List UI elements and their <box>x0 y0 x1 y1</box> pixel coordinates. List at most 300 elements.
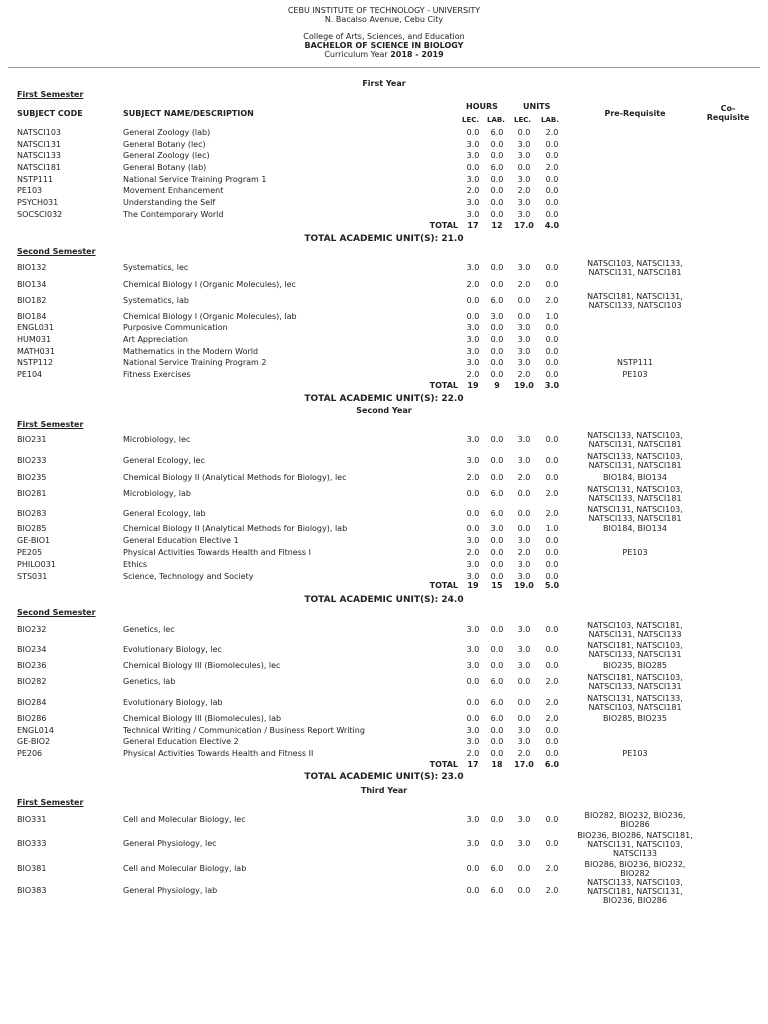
prerequisite: NATSCI181, NATSCI103, NATSCI133, NATSCI131 <box>587 641 683 659</box>
units-lec: 3.0 <box>517 263 531 272</box>
hours-lec: 2.0 <box>466 548 480 557</box>
subject-name: General Ecology, lec <box>123 456 205 465</box>
subject-name: General Education Elective 2 <box>123 737 239 746</box>
col-subject-code: SUBJECT CODE <box>17 109 83 118</box>
units-lab: 1.0 <box>545 524 559 533</box>
subject-name: Art Appreciation <box>123 335 188 344</box>
hours-lab: 6.0 <box>490 886 504 895</box>
hours-lec: 0.0 <box>466 489 480 498</box>
hours-lab: 6.0 <box>490 163 504 172</box>
subject-name: General Zoology (lec) <box>123 151 210 160</box>
units-lab: 2.0 <box>545 886 559 895</box>
units-lab: 2.0 <box>545 714 559 723</box>
prerequisite: NATSCI131, NATSCI133, NATSCI103, NATSCI181 <box>587 694 683 712</box>
prerequisite: NSTP111 <box>616 358 654 367</box>
hours-lab: 6.0 <box>490 714 504 723</box>
hours-lab: 6.0 <box>490 698 504 707</box>
hours-lec: 0.0 <box>466 698 480 707</box>
subject-code: GE-BIO1 <box>17 536 51 545</box>
subject-code: BIO232 <box>17 625 47 634</box>
subject-code: BIO331 <box>17 815 47 824</box>
units-lec: 3.0 <box>517 737 531 746</box>
subject-name: National Service Training Program 1 <box>123 175 267 184</box>
total-units-lec: 19.0 <box>514 381 534 390</box>
units-lec: 3.0 <box>517 645 531 654</box>
hours-lab: 6.0 <box>490 296 504 305</box>
col-units-lec: LEC. <box>514 116 532 124</box>
subject-code: PHILO031 <box>17 560 56 569</box>
hours-lec: 0.0 <box>466 163 480 172</box>
subject-name: Cell and Molecular Biology, lec <box>123 815 246 824</box>
hours-lab: 0.0 <box>490 347 504 356</box>
hours-lab: 0.0 <box>490 815 504 824</box>
subject-name: Cell and Molecular Biology, lab <box>123 864 247 873</box>
hours-lec: 0.0 <box>466 886 480 895</box>
subject-code: BIO134 <box>17 280 47 289</box>
hours-lec: 3.0 <box>466 572 480 581</box>
units-lec: 0.0 <box>517 886 531 895</box>
subject-name: Understanding the Self <box>123 198 216 207</box>
prerequisite: NATSCI131, NATSCI103, NATSCI133, NATSCI181 <box>587 485 683 503</box>
hours-lab: 0.0 <box>490 839 504 848</box>
hours-lec: 3.0 <box>466 661 480 670</box>
hours-lec: 2.0 <box>466 473 480 482</box>
hours-lec: 0.0 <box>466 864 480 873</box>
units-lec: 2.0 <box>517 473 531 482</box>
year-heading-third: Third Year <box>360 786 408 795</box>
hours-lec: 2.0 <box>466 749 480 758</box>
prerequisite: BIO286, BIO236, BIO232, BIO282 <box>584 860 686 878</box>
total-label: TOTAL <box>429 760 458 769</box>
prerequisite: BIO235, BIO285 <box>603 661 667 670</box>
total-hours-lec: 19 <box>467 381 479 390</box>
units-lab: 0.0 <box>545 435 559 444</box>
units-lec: 3.0 <box>517 625 531 634</box>
units-lab: 2.0 <box>545 864 559 873</box>
units-lab: 0.0 <box>545 323 559 332</box>
hours-lab: 0.0 <box>490 726 504 735</box>
hours-lab: 3.0 <box>490 312 504 321</box>
hours-lec: 3.0 <box>466 815 480 824</box>
semester-heading: First Semester <box>17 798 84 807</box>
subject-code: BIO231 <box>17 435 47 444</box>
units-lab: 0.0 <box>545 370 559 379</box>
col-units-lab: LAB. <box>541 116 559 124</box>
hours-lab: 0.0 <box>490 548 504 557</box>
hours-lec: 2.0 <box>466 280 480 289</box>
hours-lab: 0.0 <box>490 749 504 758</box>
units-lab: 2.0 <box>545 163 559 172</box>
hours-lec: 3.0 <box>466 839 480 848</box>
subject-code: NSTP111 <box>17 175 54 184</box>
hours-lab: 6.0 <box>490 489 504 498</box>
prerequisite: BIO236, BIO286, NATSCI181, NATSCI131, NATSCI103, NATSCI133 <box>577 830 693 858</box>
total-hours-lab: 15 <box>491 581 503 590</box>
hours-lab: 0.0 <box>490 280 504 289</box>
units-lec: 3.0 <box>517 661 531 670</box>
hours-lab: 0.0 <box>490 263 504 272</box>
subject-name: Chemical Biology I (Organic Molecules), lec <box>123 280 296 289</box>
col-hours-lec: LEC. <box>462 116 480 124</box>
total-hours-lab: 9 <box>494 381 500 390</box>
total-hours-lab: 12 <box>491 221 503 230</box>
hours-lec: 3.0 <box>466 536 480 545</box>
hours-lab: 3.0 <box>490 524 504 533</box>
semester-heading: First Semester <box>17 420 84 429</box>
subject-name: Microbiology, lec <box>123 435 191 444</box>
hours-lab: 0.0 <box>490 737 504 746</box>
subject-name: General Botany (lec) <box>123 140 206 149</box>
subject-code: GE-BIO2 <box>17 737 51 746</box>
subject-name: Purposive Communication <box>123 323 228 332</box>
subject-code: BIO184 <box>17 312 47 321</box>
curriculum-line <box>0 50 768 59</box>
units-lec: 3.0 <box>517 210 531 219</box>
academic-units-total: TOTAL ACADEMIC UNIT(S): 21.0 <box>304 234 464 244</box>
prerequisite: PE103 <box>622 749 648 758</box>
units-lec: 3.0 <box>517 435 531 444</box>
subject-code: PSYCH031 <box>17 198 59 207</box>
hours-lab: 0.0 <box>490 473 504 482</box>
subject-name: General Ecology, lab <box>123 509 206 518</box>
year-heading-first: First Year <box>362 79 406 88</box>
units-lec: 3.0 <box>517 347 531 356</box>
units-lab: 0.0 <box>545 749 559 758</box>
subject-name: Genetics, lab <box>123 677 176 686</box>
subject-code: MATH031 <box>17 347 55 356</box>
subject-name: Evolutionary Biology, lab <box>123 698 223 707</box>
hours-lab: 6.0 <box>490 509 504 518</box>
units-lec: 2.0 <box>517 370 531 379</box>
curriculum-label: Curriculum Year <box>324 50 388 59</box>
subject-code: BIO235 <box>17 473 47 482</box>
units-lec: 3.0 <box>517 335 531 344</box>
units-lab: 0.0 <box>545 815 559 824</box>
curriculum-year: 2018 - 2019 <box>390 50 444 59</box>
total-units-lab: 4.0 <box>544 221 560 230</box>
hours-lab: 0.0 <box>490 661 504 670</box>
units-lec: 0.0 <box>517 864 531 873</box>
hours-lec: 2.0 <box>466 186 480 195</box>
hours-lec: 0.0 <box>466 312 480 321</box>
academic-units-total: TOTAL ACADEMIC UNIT(S): 23.0 <box>304 772 464 782</box>
subject-name: National Service Training Program 2 <box>123 358 267 367</box>
subject-code: SOCSCI032 <box>17 210 63 219</box>
program-name: BACHELOR OF SCIENCE IN BIOLOGY <box>304 41 464 50</box>
total-hours-lab: 18 <box>491 760 503 769</box>
subject-code: PE205 <box>17 548 43 557</box>
hours-lec: 3.0 <box>466 645 480 654</box>
subject-name: Genetics, lec <box>123 625 175 634</box>
total-units-lec: 17.0 <box>514 221 534 230</box>
subject-name: Chemical Biology III (Biomolecules), lab <box>123 714 282 723</box>
col-hours: HOURS <box>466 102 498 111</box>
units-lec: 3.0 <box>517 456 531 465</box>
subject-name: General Zoology (lab) <box>123 128 211 137</box>
units-lec: 0.0 <box>517 312 531 321</box>
subject-code: NATSCI133 <box>17 151 62 160</box>
units-lab: 0.0 <box>545 737 559 746</box>
hours-lec: 2.0 <box>466 370 480 379</box>
units-lec: 0.0 <box>517 677 531 686</box>
institution-address: N. Bacalso Avenue, Cebu City <box>324 15 444 24</box>
prerequisite: PE103 <box>622 548 648 557</box>
hours-lec: 3.0 <box>466 335 480 344</box>
academic-units-total: TOTAL ACADEMIC UNIT(S): 24.0 <box>304 595 464 605</box>
total-units-lec: 17.0 <box>514 760 534 769</box>
prerequisite: NATSCI181, NATSCI131, NATSCI133, NATSCI103 <box>587 292 683 310</box>
subject-name: Fitness Exercises <box>123 370 191 379</box>
units-lec: 2.0 <box>517 186 531 195</box>
hours-lec: 3.0 <box>466 560 480 569</box>
prerequisite: NATSCI181, NATSCI103, NATSCI133, NATSCI131 <box>587 673 683 691</box>
units-lab: 0.0 <box>545 473 559 482</box>
units-lec: 0.0 <box>517 489 531 498</box>
hours-lec: 3.0 <box>466 358 480 367</box>
subject-code: BIO285 <box>17 524 47 533</box>
total-label: TOTAL <box>429 581 458 590</box>
units-lec: 3.0 <box>517 323 531 332</box>
hours-lab: 0.0 <box>490 435 504 444</box>
units-lec: 2.0 <box>517 749 531 758</box>
hours-lec: 0.0 <box>466 296 480 305</box>
subject-name: Chemical Biology II (Analytical Methods for Biology), lec <box>123 473 347 482</box>
hours-lec: 3.0 <box>466 210 480 219</box>
hours-lec: 3.0 <box>466 347 480 356</box>
units-lab: 0.0 <box>545 210 559 219</box>
subject-code: BIO182 <box>17 296 47 305</box>
units-lec: 0.0 <box>517 524 531 533</box>
subject-name: Chemical Biology II (Analytical Methods for Biology), lab <box>123 524 348 533</box>
hours-lec: 0.0 <box>466 128 480 137</box>
subject-code: PE104 <box>17 370 43 379</box>
subject-code: BIO234 <box>17 645 47 654</box>
subject-code: ENGL031 <box>17 323 54 332</box>
units-lec: 3.0 <box>517 198 531 207</box>
units-lec: 0.0 <box>517 163 531 172</box>
hours-lab: 6.0 <box>490 677 504 686</box>
col-prerequisite: Pre-Requisite <box>604 109 666 118</box>
subject-code: PE103 <box>17 186 43 195</box>
units-lec: 0.0 <box>517 509 531 518</box>
hours-lec: 3.0 <box>466 175 480 184</box>
units-lab: 2.0 <box>545 509 559 518</box>
subject-name: Physical Activities Towards Health and Fitness II <box>123 749 314 758</box>
hours-lab: 0.0 <box>490 335 504 344</box>
hours-lec: 3.0 <box>466 263 480 272</box>
hours-lab: 0.0 <box>490 358 504 367</box>
units-lec: 3.0 <box>517 536 531 545</box>
academic-units-total: TOTAL ACADEMIC UNIT(S): 22.0 <box>304 394 464 404</box>
units-lab: 0.0 <box>545 726 559 735</box>
hours-lab: 0.0 <box>490 536 504 545</box>
units-lab: 0.0 <box>545 645 559 654</box>
subject-name: Movement Enhancement <box>123 186 224 195</box>
semester-heading: Second Semester <box>17 247 96 256</box>
subject-name: General Education Elective 1 <box>123 536 239 545</box>
subject-name: Technical Writing / Communication / Business Report Writing <box>123 726 365 735</box>
total-units-lab: 5.0 <box>544 581 560 590</box>
subject-code: NATSCI131 <box>17 140 62 149</box>
subject-name: Systematics, lec <box>123 263 189 272</box>
institution-name: CEBU INSTITUTE OF TECHNOLOGY - UNIVERSITY <box>287 6 481 15</box>
prerequisite: PE103 <box>622 370 648 379</box>
units-lab: 0.0 <box>545 358 559 367</box>
prerequisite: NATSCI131, NATSCI103, NATSCI133, NATSCI181 <box>587 505 683 523</box>
hours-lec: 3.0 <box>466 151 480 160</box>
units-lec: 3.0 <box>517 572 531 581</box>
subject-code: BIO236 <box>17 661 47 670</box>
hours-lab: 0.0 <box>490 210 504 219</box>
hours-lab: 0.0 <box>490 560 504 569</box>
hours-lec: 3.0 <box>466 456 480 465</box>
hours-lab: 0.0 <box>490 456 504 465</box>
hours-lec: 0.0 <box>466 524 480 533</box>
col-hours-lab: LAB. <box>487 116 505 124</box>
total-hours-lec: 17 <box>467 221 479 230</box>
col-subject-name: SUBJECT NAME/DESCRIPTION <box>123 109 254 118</box>
subject-code: BIO282 <box>17 677 47 686</box>
units-lab: 2.0 <box>545 128 559 137</box>
hours-lec: 3.0 <box>466 625 480 634</box>
hours-lec: 3.0 <box>466 726 480 735</box>
hours-lab: 0.0 <box>490 645 504 654</box>
hours-lab: 0.0 <box>490 186 504 195</box>
subject-name: General Botany (lab) <box>123 163 207 172</box>
units-lab: 0.0 <box>545 335 559 344</box>
units-lab: 0.0 <box>545 151 559 160</box>
col-units: UNITS <box>523 102 551 111</box>
units-lab: 0.0 <box>545 198 559 207</box>
subject-code: BIO132 <box>17 263 47 272</box>
units-lab: 0.0 <box>545 536 559 545</box>
units-lec: 0.0 <box>517 698 531 707</box>
prerequisite: NATSCI133, NATSCI103, NATSCI181, NATSCI131, BIO236, BIO286 <box>587 877 683 905</box>
units-lab: 0.0 <box>545 140 559 149</box>
semester-heading: Second Semester <box>17 608 96 617</box>
units-lab: 0.0 <box>545 175 559 184</box>
units-lab: 2.0 <box>545 677 559 686</box>
subject-name: Evolutionary Biology, lec <box>123 645 222 654</box>
college-name: College of Arts, Sciences, and Education <box>303 32 465 41</box>
units-lab: 0.0 <box>545 280 559 289</box>
units-lec: 3.0 <box>517 839 531 848</box>
hours-lec: 3.0 <box>466 323 480 332</box>
units-lec: 3.0 <box>517 175 531 184</box>
hours-lec: 0.0 <box>466 677 480 686</box>
subject-name: General Physiology, lec <box>123 839 217 848</box>
units-lec: 0.0 <box>517 296 531 305</box>
subject-code: BIO283 <box>17 509 47 518</box>
hours-lec: 3.0 <box>466 435 480 444</box>
hours-lec: 3.0 <box>466 198 480 207</box>
units-lab: 0.0 <box>545 625 559 634</box>
units-lec: 0.0 <box>517 128 531 137</box>
prerequisite: BIO184, BIO134 <box>603 473 667 482</box>
prerequisite: BIO282, BIO232, BIO236, BIO286 <box>584 811 686 829</box>
prerequisite: BIO184, BIO134 <box>603 524 667 533</box>
subject-code: BIO383 <box>17 886 47 895</box>
subject-code: STS031 <box>17 572 48 581</box>
col-corequisite: Co- Requisite <box>706 104 750 122</box>
units-lab: 0.0 <box>545 263 559 272</box>
units-lab: 2.0 <box>545 489 559 498</box>
subject-code: PE206 <box>17 749 43 758</box>
subject-name: Chemical Biology I (Organic Molecules), lab <box>123 312 297 321</box>
prerequisite: NATSCI103, NATSCI181, NATSCI131, NATSCI133 <box>587 621 683 639</box>
units-lab: 2.0 <box>545 698 559 707</box>
subject-name: Ethics <box>123 560 148 569</box>
subject-code: BIO286 <box>17 714 47 723</box>
subject-code: BIO233 <box>17 456 47 465</box>
subject-code: BIO281 <box>17 489 47 498</box>
units-lec: 3.0 <box>517 815 531 824</box>
header-divider <box>8 67 760 68</box>
hours-lec: 3.0 <box>466 140 480 149</box>
units-lab: 1.0 <box>545 312 559 321</box>
prerequisite: NATSCI103, NATSCI133, NATSCI131, NATSCI181 <box>587 259 683 277</box>
hours-lab: 0.0 <box>490 175 504 184</box>
subject-code: BIO333 <box>17 839 47 848</box>
year-heading-second: Second Year <box>356 406 412 415</box>
hours-lab: 6.0 <box>490 128 504 137</box>
total-label: TOTAL <box>429 221 458 230</box>
subject-name: Mathematics in the Modern World <box>123 347 259 356</box>
hours-lab: 6.0 <box>490 864 504 873</box>
total-units-lec: 19.0 <box>514 581 534 590</box>
subject-name: Science, Technology and Society <box>123 572 254 581</box>
subject-name: Systematics, lab <box>123 296 189 305</box>
prerequisite: NATSCI133, NATSCI103, NATSCI131, NATSCI181 <box>587 452 683 470</box>
hours-lab: 0.0 <box>490 198 504 207</box>
prerequisite: BIO285, BIO235 <box>603 714 667 723</box>
subject-name: Microbiology, lab <box>123 489 191 498</box>
total-units-lab: 3.0 <box>544 381 560 390</box>
units-lec: 3.0 <box>517 560 531 569</box>
total-hours-lec: 17 <box>467 760 479 769</box>
hours-lec: 0.0 <box>466 714 480 723</box>
hours-lab: 0.0 <box>490 370 504 379</box>
units-lec: 2.0 <box>517 280 531 289</box>
subject-code: ENGL014 <box>17 726 54 735</box>
subject-code: NATSCI103 <box>17 128 62 137</box>
units-lec: 3.0 <box>517 151 531 160</box>
subject-name: General Physiology, lab <box>123 886 218 895</box>
units-lab: 0.0 <box>545 347 559 356</box>
total-units-lab: 6.0 <box>544 760 560 769</box>
units-lab: 0.0 <box>545 661 559 670</box>
subject-code: BIO381 <box>17 864 47 873</box>
total-label: TOTAL <box>429 381 458 390</box>
units-lec: 0.0 <box>517 714 531 723</box>
hours-lab: 0.0 <box>490 625 504 634</box>
prerequisite: NATSCI133, NATSCI103, NATSCI131, NATSCI181 <box>587 431 683 449</box>
subject-code: BIO284 <box>17 698 47 707</box>
units-lec: 3.0 <box>517 726 531 735</box>
units-lec: 3.0 <box>517 358 531 367</box>
units-lec: 2.0 <box>517 548 531 557</box>
subject-name: Physical Activities Towards Health and Fitness I <box>123 548 311 557</box>
hours-lec: 3.0 <box>466 737 480 746</box>
subject-name: Chemical Biology III (Biomolecules), lec <box>123 661 281 670</box>
units-lab: 0.0 <box>545 548 559 557</box>
subject-code: NSTP112 <box>17 358 54 367</box>
hours-lab: 0.0 <box>490 323 504 332</box>
hours-lec: 0.0 <box>466 509 480 518</box>
units-lab: 2.0 <box>545 296 559 305</box>
units-lab: 0.0 <box>545 572 559 581</box>
hours-lab: 0.0 <box>490 151 504 160</box>
